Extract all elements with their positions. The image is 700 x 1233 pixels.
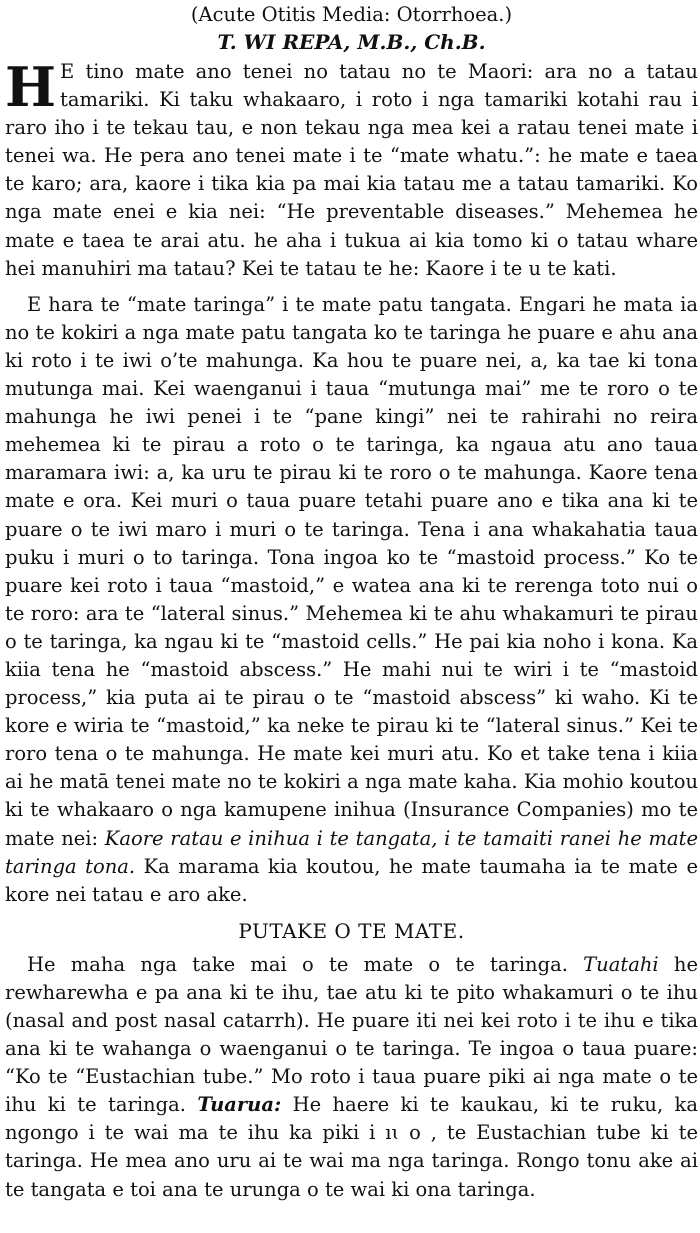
insurance-quote: Kaore ratau e inihua i te tangata, i te tamaiti ranei he mate taringa tona.: [5, 826, 698, 878]
paragraph-putake: [5, 951, 698, 1204]
author-line: T. WI REPA, M.B., Ch.B.: [217, 30, 486, 54]
tuatahi-label: Tuatahi: [583, 952, 659, 976]
paragraph-mate-taringa-text: E hara te “mate taringa” i te mate patu tangata. Engari he mata ia no te kokiri a nga mate patu tangata ko te taringa he puare e ahu ana ki roto i te iwi o’te mahunga. Ka hou te puare nei, a, ka tae ki tona mutunga mai. Kei waenganui i taua “mutunga mai” me te roro o te mahunga he iwi penei i te “pane kingi” nei te rahirahi no reira mehemea ki te pirau a roto o te taringa, ka ngaua atu ano taua maramara iwi: a, ka uru te pirau ki te roro o te mahunga. Kaore tena mate e ora. Kei muri o taua puare tetahi puare ano e tika ana ki te puare o te iwi maro i muri o te taringa. Tena i ana whakahatia taua puku i muri o to taringa. Tona ingoa ko te “mastoid process.” Ko te puare kei roto i taua “mastoid,” e watea ana ki te rerenga toto nui o te roro: ara te “lateral sinus.” Mehemea ki te ahu whakamuri te pirau o te taringa, ka ngau ki te “mastoid cells.” He pai kia noho i kona. Ka kiia tena he “mastoid abscess.” He mahi nui te wiri i te “mastoid process,” kia puta ai te pirau o te “mastoid abscess” ki waho. Ki te kore e wiria te “mastoid,” ka neke te pirau ki te “lateral sinus.” Kei te roro tena o te mahunga. He mate kei muri atu. Ko et take tena i kiia ai he matā tenei mate no te kokiri a nga mate kaha. Kia mohio koutou ki te whakaaro o nga kamupene inihua (Insurance Companies) mo te mate nei:: [5, 292, 698, 850]
paragraph-intro: [5, 55, 698, 283]
article-subtitle: (Acute Otitis Media: Otorrhoea.): [190, 3, 513, 26]
paragraph-putake-part1: He maha nga take mai o te mate o te taringa.: [27, 952, 584, 976]
drop-cap: H: [5, 55, 57, 119]
paragraph-intro-text: E tino mate ano tenei no tatau no te Maori: ara no a tatau tamariki. Ki taku whakaaro, i roto i nga tamariki kotahi rau i raro iho i te tekau tau, e non tekau nga mea kei a ratau tenei mate i tenei wa. He pera ano tenei mate i te “mate whatu.”: he mate e taea te karo; ara, kaore i tika kia pa mai kia tatau me a tatau tamariki. Ko nga mate enei e kia nei: “He preventable diseases.” Mehemea he mate e taea te arai atu. he aha i tukua ai kia tomo ki o tatau whare hei manuhiri ma tatau? Kei te tatau te he: Kaore i te u te kati.: [5, 60, 698, 280]
paragraph-mate-taringa: [5, 291, 698, 909]
section-heading: PUTAKE O TE MATE.: [238, 918, 465, 943]
paragraph-putake-part2: he rewharewha e pa ana ki te ihu, tae atu ki te pito whakamuri o te ihu (nasal and post nasal catarrh). He puare iti nei kei roto i te ihu e tika ana ki te wahanga o waenganui o te taringa. Te ingoa o taua puare: “Ko te “Eustachian tube.” Mo roto i taua puare piki ai nga mate o te ihu ki te taringa.: [5, 952, 698, 1117]
paragraph-putake-part3: He haere ki te kaukau, ki te ruku, ka ngongo i te wai ma te ihu ka piki i ıɩ o , te Eustachian tube ki te taringa. He mea ano uru ai te wai ma nga taringa. Rongo tonu ake ai te tangata e toi ana te urunga o te wai ki ona taringa.: [5, 1093, 699, 1201]
paragraph-mate-taringa-tail: Ka marama kia koutou, he mate taumaha ia te mate e kore nei tatau e aro ake.: [5, 854, 698, 906]
tuarua-label: Tuarua:: [197, 1093, 282, 1117]
